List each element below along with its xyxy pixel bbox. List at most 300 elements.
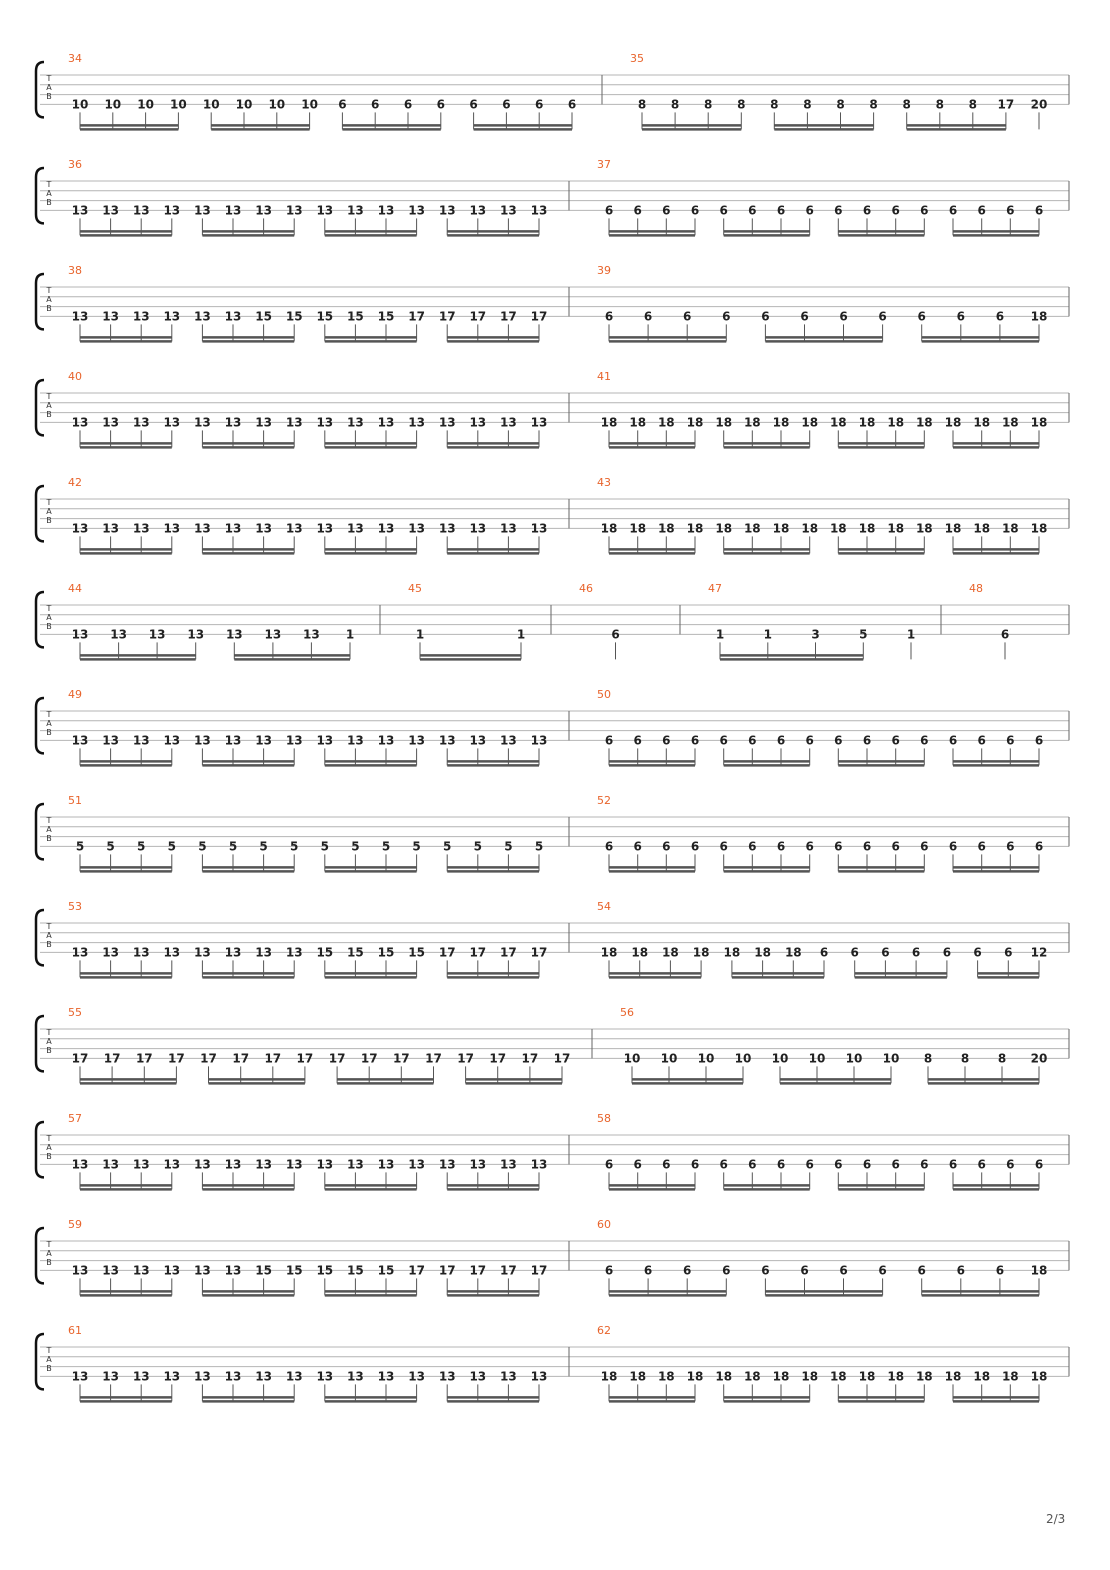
fret-number: 13 [408, 1369, 425, 1384]
measure-number: 62 [597, 1324, 611, 1337]
measure [68, 52, 576, 129]
fret-number: 18 [723, 945, 741, 960]
tab-clef-letter: A [46, 613, 52, 622]
fret-number: 13 [224, 733, 242, 748]
fret-number: 17 [200, 1051, 217, 1066]
measure-number: 61 [68, 1324, 82, 1337]
fret-number: 15 [285, 1263, 303, 1278]
measure [68, 158, 547, 235]
fret-number: 18 [662, 945, 679, 960]
staff-system [36, 1324, 1069, 1401]
fret-number: 8 [670, 97, 680, 112]
fret-number: 6 [1000, 627, 1010, 642]
measure [579, 582, 620, 659]
fret-number: 8 [935, 97, 944, 112]
fret-number: 13 [469, 1157, 487, 1172]
fret-number: 13 [316, 733, 334, 748]
tab-clef-letter: A [46, 1249, 52, 1258]
fret-number: 13 [224, 521, 242, 536]
fret-number: 3 [811, 627, 820, 642]
fret-number: 13 [408, 203, 425, 218]
fret-number: 6 [920, 1157, 929, 1172]
fret-number: 6 [948, 733, 958, 748]
fret-number: 13 [408, 521, 425, 536]
fret-number: 10 [882, 1051, 900, 1066]
fret-number: 6 [761, 309, 770, 324]
tab-clef-letter: T [46, 710, 52, 719]
fret-number: 1 [415, 627, 425, 642]
fret-number: 6 [776, 1157, 786, 1172]
measure [597, 794, 1043, 871]
fret-number: 6 [800, 1263, 809, 1278]
fret-number: 13 [500, 415, 517, 430]
fret-number: 18 [801, 521, 819, 536]
fret-number: 10 [660, 1051, 678, 1066]
fret-number: 6 [690, 839, 700, 854]
measure [597, 688, 1043, 765]
staff-system [36, 1006, 1069, 1083]
fret-number: 18 [715, 415, 733, 430]
fret-number: 6 [1006, 733, 1015, 748]
fret-number: 18 [772, 1369, 790, 1384]
fret-number: 13 [255, 1369, 272, 1384]
tab-clef-letter: A [46, 1355, 52, 1364]
fret-number: 1 [345, 627, 355, 642]
tab-clef-letter: T [46, 180, 52, 189]
system-bracket [36, 62, 44, 117]
fret-number: 17 [328, 1051, 346, 1066]
tab-clef-letter: B [46, 198, 52, 207]
measure-number: 55 [68, 1006, 82, 1019]
fret-number: 6 [662, 733, 671, 748]
fret-number: 18 [715, 521, 733, 536]
fret-number: 17 [438, 309, 456, 324]
fret-number: 13 [102, 1157, 119, 1172]
fret-number: 13 [163, 1369, 181, 1384]
tab-clef-letter: B [46, 834, 52, 843]
fret-number: 18 [743, 521, 761, 536]
fret-number: 6 [834, 1157, 843, 1172]
fret-number: 6 [436, 97, 445, 112]
fret-number: 15 [316, 309, 334, 324]
fret-number: 5 [106, 839, 115, 854]
fret-number: 13 [255, 733, 272, 748]
fret-number: 18 [686, 415, 704, 430]
fret-number: 13 [316, 1157, 334, 1172]
fret-number: 8 [637, 97, 647, 112]
fret-number: 13 [71, 945, 89, 960]
fret-number: 18 [1001, 521, 1019, 536]
fret-number: 13 [500, 733, 517, 748]
fret-number: 13 [132, 309, 150, 324]
fret-number: 6 [611, 627, 620, 642]
fret-number: 13 [163, 309, 181, 324]
fret-number: 13 [132, 521, 150, 536]
fret-number: 13 [469, 733, 487, 748]
tab-clef-letter: T [46, 1134, 52, 1143]
system-bracket [36, 274, 44, 329]
fret-number: 8 [997, 1051, 1007, 1066]
fret-number: 6 [862, 1157, 872, 1172]
fret-number: 6 [805, 839, 814, 854]
fret-number: 13 [469, 521, 487, 536]
fret-number: 15 [347, 309, 364, 324]
fret-number: 10 [268, 97, 286, 112]
tab-clef-letter: A [46, 931, 52, 940]
fret-number: 10 [301, 97, 318, 112]
fret-number: 13 [132, 415, 150, 430]
fret-number: 13 [530, 203, 548, 218]
fret-number: 13 [132, 945, 150, 960]
fret-number: 6 [881, 945, 890, 960]
tab-clef-letter: T [46, 74, 52, 83]
fret-number: 18 [600, 415, 618, 430]
measure-number: 58 [597, 1112, 611, 1125]
fret-number: 5 [381, 839, 391, 854]
fret-number: 6 [761, 1263, 770, 1278]
fret-number: 13 [71, 309, 89, 324]
measure [68, 1112, 547, 1189]
fret-number: 13 [347, 1157, 364, 1172]
fret-number: 13 [285, 733, 303, 748]
measure-number: 44 [68, 582, 82, 595]
fret-number: 5 [137, 839, 146, 854]
tab-clef-letter: B [46, 1152, 52, 1161]
tab-clef-letter: T [46, 286, 52, 295]
fret-number: 17 [360, 1051, 378, 1066]
fret-number: 17 [530, 945, 548, 960]
fret-number: 15 [255, 1263, 272, 1278]
fret-number: 13 [530, 415, 548, 430]
fret-number: 8 [803, 97, 812, 112]
fret-number: 13 [500, 1369, 517, 1384]
fret-number: 17 [425, 1051, 442, 1066]
fret-number: 13 [347, 203, 364, 218]
fret-number: 18 [944, 415, 962, 430]
fret-number: 13 [255, 203, 272, 218]
tab-clef-letter: T [46, 922, 52, 931]
fret-number: 13 [102, 309, 119, 324]
fret-number: 13 [224, 203, 242, 218]
system-bracket [36, 804, 44, 859]
fret-number: 18 [801, 1369, 819, 1384]
fret-number: 6 [995, 309, 1005, 324]
measure [68, 900, 547, 977]
fret-number: 6 [748, 839, 757, 854]
measure-number: 35 [630, 52, 644, 65]
fret-number: 17 [438, 1263, 456, 1278]
fret-number: 13 [102, 1263, 119, 1278]
measure-number: 46 [579, 582, 593, 595]
measure [68, 370, 547, 447]
fret-number: 18 [772, 521, 790, 536]
fret-number: 6 [862, 733, 872, 748]
fret-number: 6 [1006, 203, 1015, 218]
fret-number: 6 [805, 733, 814, 748]
tab-clef-letter: T [46, 1028, 52, 1037]
fret-number: 6 [662, 1157, 671, 1172]
measure [969, 582, 1009, 659]
measure-number: 47 [708, 582, 722, 595]
fret-number: 13 [469, 203, 487, 218]
fret-number: 13 [438, 1157, 456, 1172]
fret-number: 5 [443, 839, 452, 854]
measure-number: 48 [969, 582, 983, 595]
fret-number: 17 [997, 97, 1015, 112]
fret-number: 6 [633, 733, 642, 748]
fret-number: 6 [722, 1263, 731, 1278]
fret-number: 18 [973, 521, 991, 536]
fret-number: 13 [194, 1263, 211, 1278]
fret-number: 18 [657, 1369, 675, 1384]
fret-number: 6 [819, 945, 829, 960]
fret-number: 1 [763, 627, 772, 642]
fret-number: 6 [719, 839, 728, 854]
system-bracket [36, 380, 44, 435]
measure-number: 37 [597, 158, 611, 171]
fret-number: 18 [1030, 1263, 1048, 1278]
fret-number: 13 [194, 309, 211, 324]
fret-number: 13 [224, 1263, 242, 1278]
tab-clef-letter: B [46, 92, 52, 101]
fret-number: 18 [743, 1369, 761, 1384]
fret-number: 6 [878, 309, 887, 324]
fret-number: 18 [686, 521, 704, 536]
fret-number: 6 [469, 97, 478, 112]
fret-number: 13 [316, 415, 334, 430]
fret-number: 15 [347, 945, 364, 960]
fret-number: 17 [553, 1051, 571, 1066]
fret-number: 13 [224, 945, 242, 960]
measure [597, 158, 1043, 235]
staff-system [36, 582, 1069, 659]
measure-number: 42 [68, 476, 82, 489]
fret-number: 13 [255, 521, 272, 536]
fret-number: 6 [948, 1157, 958, 1172]
fret-number: 6 [911, 945, 921, 960]
measure-number: 41 [597, 370, 611, 383]
fret-number: 13 [102, 203, 119, 218]
measure-number: 53 [68, 900, 82, 913]
fret-number: 18 [1030, 415, 1048, 430]
fret-number: 13 [285, 415, 303, 430]
measure-number: 45 [408, 582, 422, 595]
fret-number: 13 [102, 733, 119, 748]
system-bracket [36, 1016, 44, 1071]
fret-number: 18 [743, 415, 761, 430]
fret-number: 13 [500, 203, 517, 218]
fret-number: 15 [408, 945, 425, 960]
staff-system [36, 1112, 1069, 1189]
fret-number: 18 [944, 1369, 962, 1384]
fret-number: 15 [316, 945, 334, 960]
fret-number: 15 [285, 309, 303, 324]
fret-number: 13 [187, 627, 205, 642]
fret-number: 17 [135, 1051, 153, 1066]
fret-number: 13 [347, 415, 364, 430]
fret-number: 6 [683, 309, 692, 324]
fret-number: 17 [296, 1051, 314, 1066]
fret-number: 13 [71, 733, 89, 748]
tab-clef-letter: B [46, 1046, 52, 1055]
fret-number: 17 [408, 1263, 425, 1278]
fret-number: 8 [836, 97, 845, 112]
tab-clef-letter: A [46, 83, 52, 92]
fret-number: 18 [600, 521, 618, 536]
fret-number: 6 [917, 1263, 926, 1278]
tab-clef-letter: T [46, 498, 52, 507]
fret-number: 10 [170, 97, 187, 112]
fret-number: 18 [784, 945, 802, 960]
fret-number: 6 [1034, 839, 1044, 854]
staff-system [36, 900, 1069, 977]
tab-clef-letter: T [46, 392, 52, 401]
fret-number: 6 [917, 309, 926, 324]
fret-number: 6 [633, 1157, 642, 1172]
fret-number: 6 [690, 203, 700, 218]
measure [708, 582, 915, 659]
fret-number: 18 [715, 1369, 733, 1384]
fret-number: 18 [692, 945, 710, 960]
staff-system [36, 370, 1069, 447]
fret-number: 13 [71, 1157, 89, 1172]
fret-number: 13 [163, 203, 181, 218]
fret-number: 18 [1001, 1369, 1019, 1384]
fret-number: 6 [604, 1157, 614, 1172]
measure [68, 1324, 547, 1401]
system-bracket [36, 1228, 44, 1283]
measure [408, 582, 525, 659]
fret-number: 6 [643, 1263, 653, 1278]
fret-number: 6 [891, 839, 900, 854]
fret-number: 17 [232, 1051, 250, 1066]
fret-number: 5 [504, 839, 513, 854]
fret-number: 17 [168, 1051, 185, 1066]
staff-system [36, 264, 1069, 341]
fret-number: 13 [224, 1157, 242, 1172]
fret-number: 5 [228, 839, 238, 854]
tab-clef-letter: B [46, 622, 52, 631]
fret-number: 13 [148, 627, 166, 642]
fret-number: 6 [920, 733, 929, 748]
measure-number: 34 [68, 52, 82, 65]
tab-clef-letter: A [46, 507, 52, 516]
fret-number: 13 [102, 1369, 119, 1384]
fret-number: 10 [771, 1051, 789, 1066]
fret-number: 17 [457, 1051, 474, 1066]
fret-number: 5 [351, 839, 360, 854]
fret-number: 13 [132, 1369, 150, 1384]
system-bracket [36, 1334, 44, 1389]
fret-number: 8 [960, 1051, 970, 1066]
fret-number: 15 [255, 309, 272, 324]
fret-number: 13 [316, 203, 334, 218]
fret-number: 17 [392, 1051, 410, 1066]
fret-number: 13 [132, 203, 150, 218]
fret-number: 15 [377, 309, 395, 324]
fret-number: 6 [977, 203, 986, 218]
fret-number: 13 [377, 1157, 395, 1172]
tab-clef-letter: B [46, 304, 52, 313]
page-number: 2/3 [1046, 1512, 1066, 1526]
fret-number: 13 [194, 1157, 211, 1172]
fret-number: 6 [748, 1157, 757, 1172]
fret-number: 6 [690, 1157, 700, 1172]
fret-number: 13 [500, 1157, 517, 1172]
fret-number: 13 [225, 627, 243, 642]
system-bracket [36, 698, 44, 753]
fret-number: 6 [722, 309, 731, 324]
measure [630, 52, 1047, 129]
fret-number: 13 [347, 733, 364, 748]
fret-number: 6 [800, 309, 809, 324]
tab-clef-letter: T [46, 1240, 52, 1249]
tab-clef-letter: T [46, 604, 52, 613]
fret-number: 6 [891, 733, 900, 748]
fret-number: 13 [194, 203, 211, 218]
fret-number: 10 [71, 97, 89, 112]
fret-number: 8 [704, 97, 713, 112]
fret-number: 15 [377, 1263, 395, 1278]
fret-number: 1 [906, 627, 916, 642]
fret-number: 18 [772, 415, 790, 430]
fret-number: 18 [973, 1369, 991, 1384]
fret-number: 13 [163, 945, 181, 960]
fret-number: 6 [748, 203, 757, 218]
fret-number: 6 [1004, 945, 1013, 960]
fret-number: 8 [902, 97, 911, 112]
fret-number: 15 [347, 1263, 364, 1278]
fret-number: 13 [347, 521, 364, 536]
measure [68, 264, 547, 341]
fret-number: 13 [194, 415, 211, 430]
fret-number: 18 [944, 521, 962, 536]
fret-number: 1 [516, 627, 526, 642]
fret-number: 18 [915, 415, 933, 430]
fret-number: 6 [891, 1157, 900, 1172]
tab-clef-letter: T [46, 1346, 52, 1355]
fret-number: 20 [1030, 97, 1048, 112]
fret-number: 13 [194, 945, 211, 960]
fret-number: 17 [530, 1263, 548, 1278]
fret-number: 13 [530, 521, 548, 536]
fret-number: 17 [408, 309, 425, 324]
fret-number: 18 [754, 945, 771, 960]
measure-number: 52 [597, 794, 611, 807]
fret-number: 13 [110, 627, 127, 642]
fret-number: 6 [942, 945, 952, 960]
fret-number: 13 [469, 415, 487, 430]
fret-number: 10 [104, 97, 122, 112]
fret-number: 10 [137, 97, 154, 112]
fret-number: 13 [408, 1157, 425, 1172]
fret-number: 17 [438, 945, 456, 960]
fret-number: 13 [71, 521, 89, 536]
fret-number: 6 [920, 203, 929, 218]
fret-number: 13 [303, 627, 320, 642]
measure-number: 49 [68, 688, 82, 701]
fret-number: 18 [887, 1369, 905, 1384]
fret-number: 5 [167, 839, 176, 854]
fret-number: 13 [71, 627, 89, 642]
measure [597, 476, 1047, 553]
measure [597, 1324, 1047, 1401]
fret-number: 18 [973, 415, 991, 430]
fret-number: 6 [1006, 1157, 1015, 1172]
fret-number: 18 [858, 415, 876, 430]
fret-number: 18 [629, 415, 647, 430]
fret-number: 13 [255, 945, 272, 960]
